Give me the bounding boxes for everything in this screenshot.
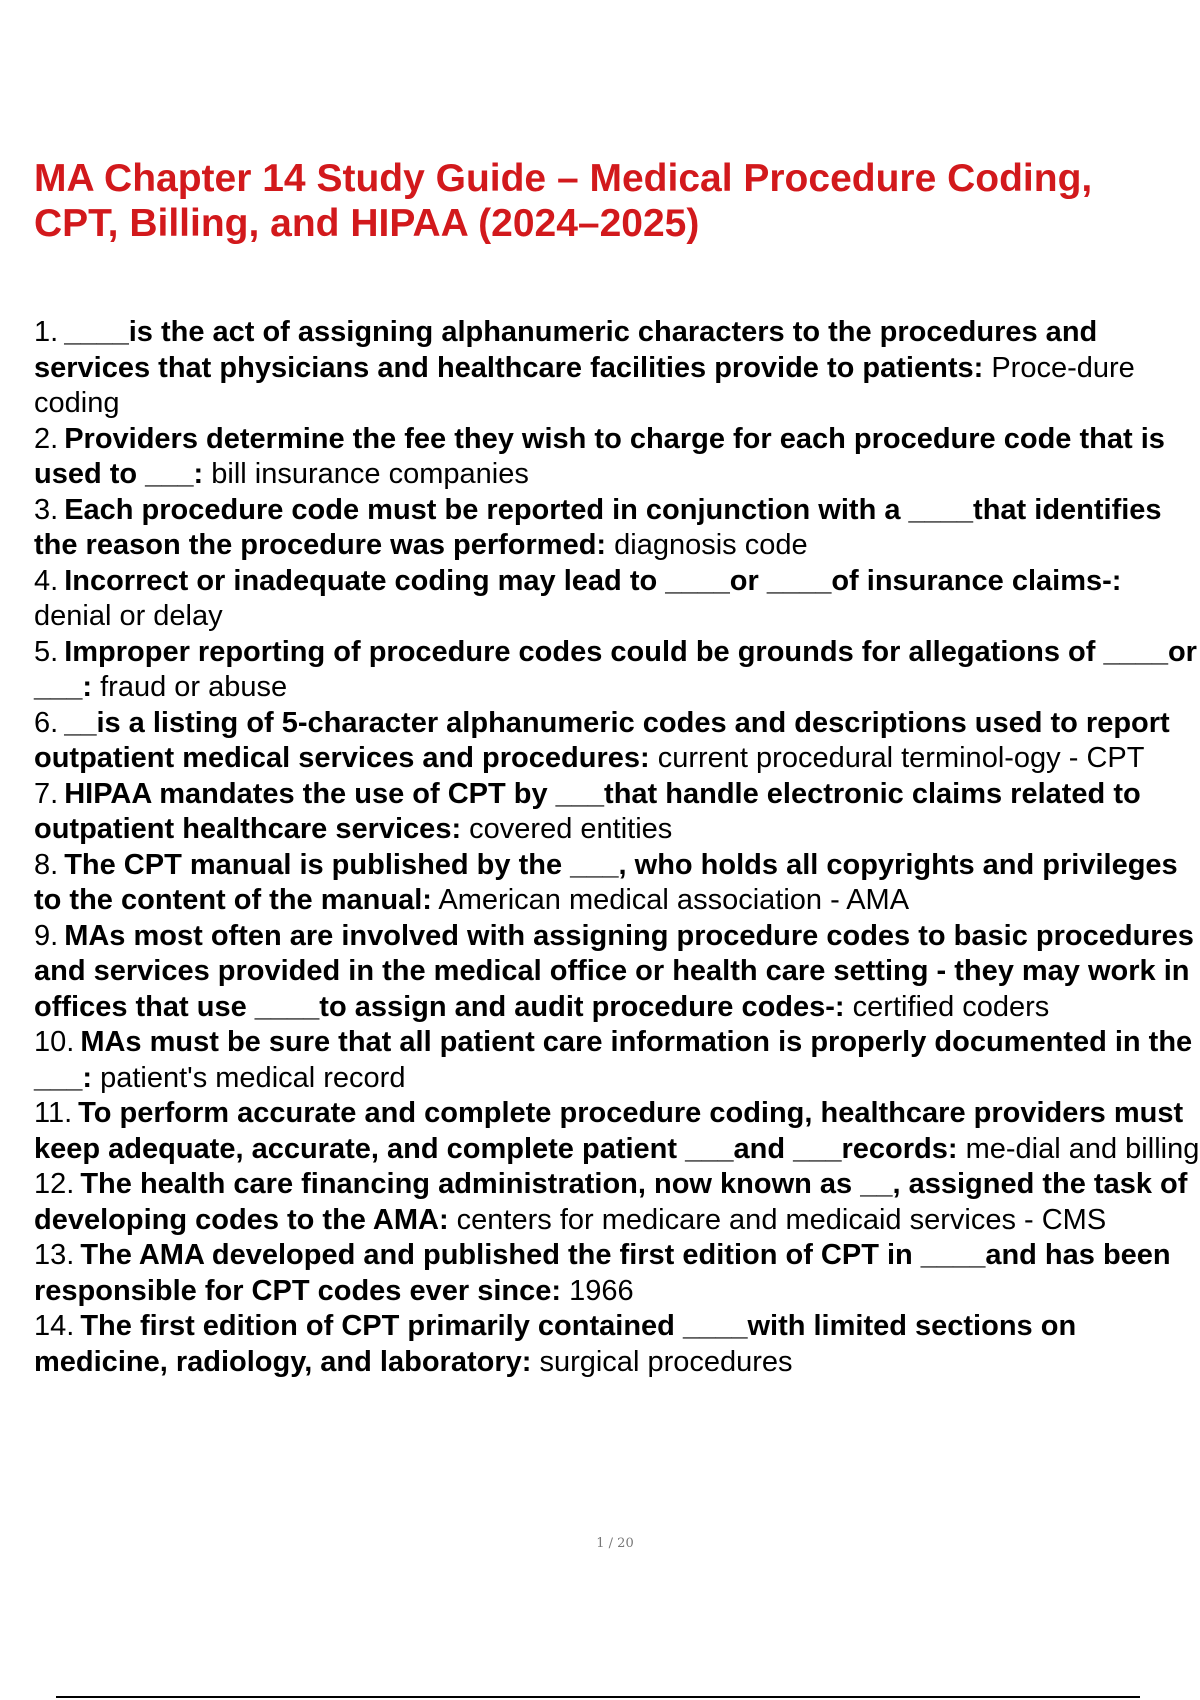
page-number: 1 / 20 <box>596 1536 634 1551</box>
list-item <box>34 315 1200 422</box>
item-number: 11. <box>34 1097 73 1129</box>
item-question: Providers determine the fee they wish to charge for each procedure code that is used to ___: <box>34 422 1165 490</box>
item-number: 9. <box>34 919 59 952</box>
item-answer: Proce-dure coding <box>34 351 1135 419</box>
item-answer: current procedural terminol-ogy - CPT <box>657 742 1145 774</box>
item-question: MAs most often are involved with assigning procedure codes to basic procedures and services provided in the medical office or health care setting - they may work in offices that use ____to assign and audit procedure codes-: <box>34 919 1194 1023</box>
item-answer: me-dial and billing <box>965 1132 1200 1165</box>
item-question: MAs must be sure that all patient care information is properly documented in the ___: <box>34 1026 1193 1094</box>
item-number: 10. <box>34 1026 75 1058</box>
list-item <box>34 777 1200 848</box>
item-answer: American medical association - AMA <box>438 884 910 916</box>
list-item <box>34 706 1200 777</box>
list-item <box>34 493 1200 564</box>
item-number: 6. <box>34 706 59 739</box>
list-item <box>34 635 1200 706</box>
list-item <box>34 1096 1200 1167</box>
list-item <box>34 848 1200 919</box>
item-question: The AMA developed and published the first edition of CPT in ____and has been responsible for CPT codes ever since: <box>34 1239 1171 1307</box>
item-question: Improper reporting of procedure codes could be grounds for allegations of ____or ___: <box>34 635 1197 703</box>
item-answer: patient's medical record <box>100 1061 406 1094</box>
item-number: 3. <box>34 493 59 526</box>
item-question: To perform accurate and complete procedure coding, healthcare providers must keep adequate, accurate, and complete patient ___and ___records: <box>34 1097 1184 1165</box>
list-item <box>34 1309 1200 1380</box>
item-number: 5. <box>34 635 59 668</box>
item-number: 14. <box>34 1310 75 1342</box>
item-question: The CPT manual is published by the ___, who holds all copyrights and privileges to the content of the manual: <box>34 848 1178 916</box>
item-answer: denial or delay <box>34 600 223 632</box>
item-question: ____is the act of assigning alphanumeric characters to the procedures and services that physicians and healthcare facilities provide to patients: <box>34 316 1098 384</box>
item-number: 4. <box>34 564 59 597</box>
list-item <box>34 1167 1200 1238</box>
item-number: 2. <box>34 422 59 455</box>
item-answer: certified coders <box>852 990 1050 1023</box>
item-answer: centers for medicare and medicaid services - CMS <box>456 1203 1107 1236</box>
item-number: 12. <box>34 1168 75 1200</box>
list-item <box>34 422 1200 493</box>
list-item <box>34 919 1200 1026</box>
item-question: HIPAA mandates the use of CPT by ___that handle electronic claims related to outpatient healthcare services: <box>34 777 1141 845</box>
list-item <box>34 1238 1200 1309</box>
item-number: 8. <box>34 848 59 881</box>
item-answer: 1966 <box>569 1274 634 1307</box>
item-question: The first edition of CPT primarily contained ____with limited sections on medicine, radiology, and laboratory: <box>34 1310 1077 1378</box>
item-question: __is a listing of 5-character alphanumeric codes and descriptions used to report outpatient medical services and procedures: <box>34 706 1170 774</box>
item-number: 13. <box>34 1239 75 1271</box>
question-list <box>34 315 1200 1380</box>
item-question: Each procedure code must be reported in conjunction with a ____that identifies the reason the procedure was performed: <box>34 493 1162 561</box>
item-number: 1. <box>34 316 59 348</box>
bottom-divider <box>56 1696 1140 1698</box>
item-number: 7. <box>34 777 59 810</box>
page-title: MA Chapter 14 Study Guide – Medical Procedure Coding, CPT, Billing, and HIPAA (2024–2025) <box>34 157 1093 245</box>
item-answer: diagnosis code <box>614 529 808 561</box>
item-answer: bill insurance companies <box>211 458 529 490</box>
list-item <box>34 1025 1200 1096</box>
list-item <box>34 564 1200 635</box>
item-question: Incorrect or inadequate coding may lead to ____or ____of insurance claims-: <box>64 564 1122 597</box>
item-answer: covered entities <box>469 813 673 845</box>
item-answer: fraud or abuse <box>100 671 288 703</box>
item-answer: surgical procedures <box>539 1345 793 1378</box>
item-question: The health care financing administration, now known as __, assigned the task of developing codes to the AMA: <box>34 1168 1188 1236</box>
